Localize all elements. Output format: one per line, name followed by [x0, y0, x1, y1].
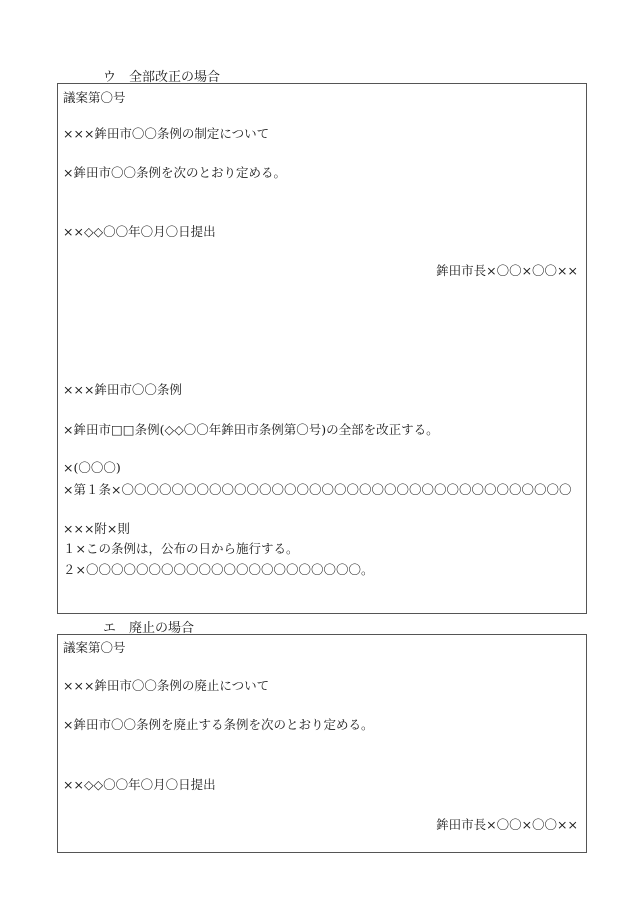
mayor-signature: 鉾田市長×〇〇×〇〇×× — [436, 817, 578, 832]
bill-subject: ×××鉾田市〇〇条例の制定について — [63, 126, 270, 141]
resolution-text: ×鉾田市〇〇条例を廃止する条例を次のとおり定める。 — [63, 717, 374, 732]
full-revision-bill-box — [57, 83, 587, 614]
resolution-text: ×鉾田市〇〇条例を次のとおり定める。 — [63, 165, 286, 180]
supplementary-item-1: １×この条例は，公布の日から施行する。 — [63, 541, 299, 556]
article-1: ×第１条×〇〇〇〇〇〇〇〇〇〇〇〇〇〇〇〇〇〇〇〇〇〇〇〇〇〇〇〇〇〇〇〇〇〇〇〇 — [63, 482, 572, 497]
section-heading-u: ウ 全部改正の場合 — [103, 70, 221, 85]
bill-subject: ×××鉾田市〇〇条例の廃止について — [63, 678, 270, 693]
repeal-bill-box — [57, 634, 587, 853]
amendment-statement: ×鉾田市□□条例(◇◇〇〇年鉾田市条例第〇号)の全部を改正する。 — [63, 422, 439, 437]
mayor-signature: 鉾田市長×〇〇×〇〇×× — [436, 263, 578, 278]
supplementary-provisions-heading: ×××附×則 — [63, 521, 130, 536]
ordinance-title: ×××鉾田市〇〇条例 — [63, 382, 182, 397]
bill-number: 議案第〇号 — [63, 640, 126, 655]
section-heading-e: エ 廃止の場合 — [103, 621, 195, 636]
submission-date: ××◇◇〇〇年〇月〇日提出 — [63, 224, 216, 239]
submission-date: ××◇◇〇〇年〇月〇日提出 — [63, 777, 216, 792]
bill-number: 議案第〇号 — [63, 90, 126, 105]
supplementary-item-2: ２×〇〇〇〇〇〇〇〇〇〇〇〇〇〇〇〇〇〇〇〇〇〇。 — [63, 562, 374, 577]
article-caption: ×(〇〇〇) — [63, 460, 121, 475]
